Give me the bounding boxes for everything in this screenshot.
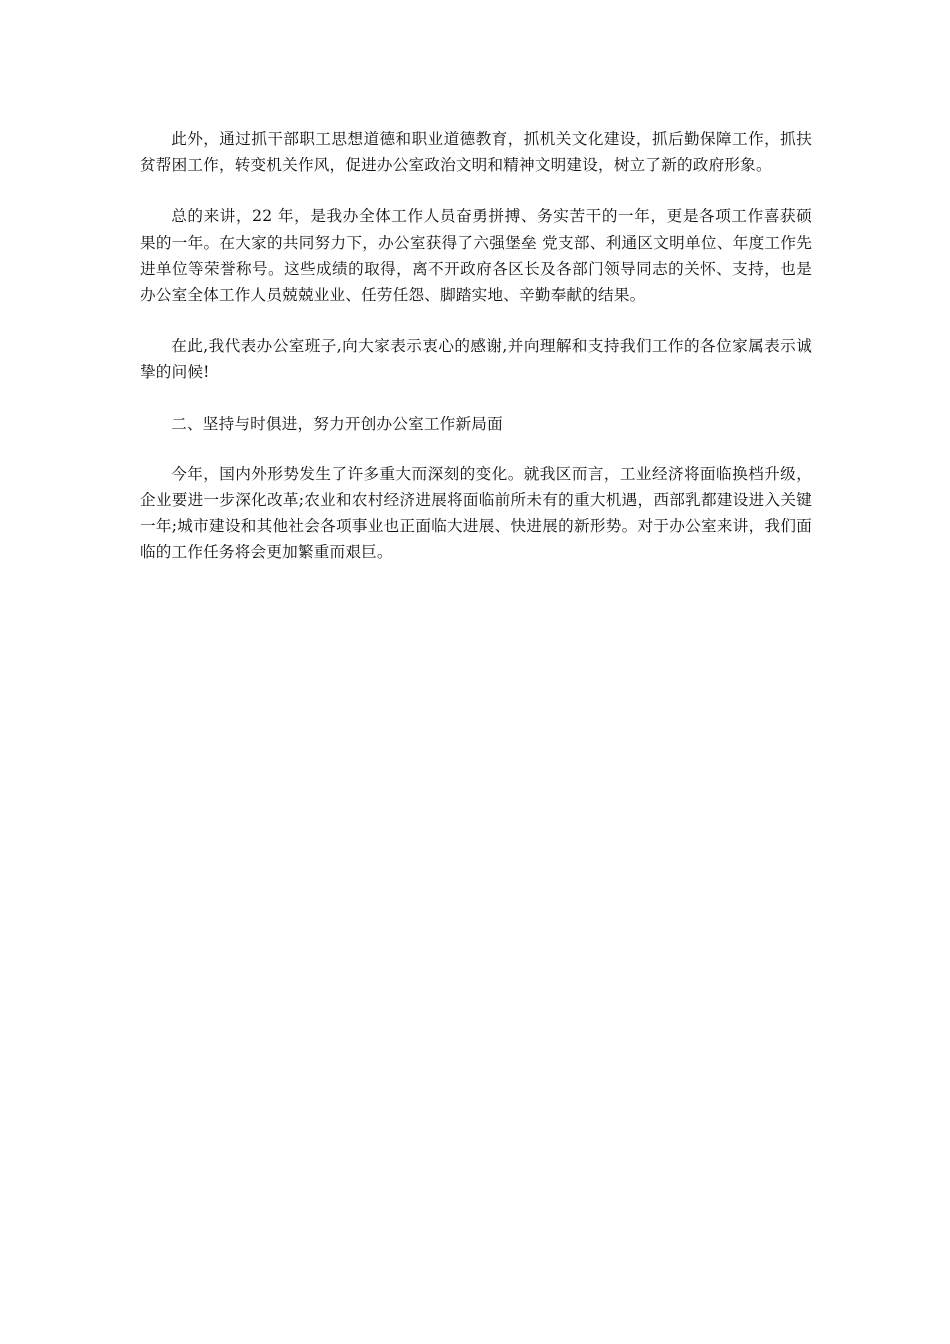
section-heading: 二、坚持与时俱进，努力开创办公室工作新局面	[171, 414, 503, 433]
document-body	[140, 126, 812, 591]
paragraph-annual-summary: 总的来讲，22 年，是我办全体工作人员奋勇拼搏、务实苦干的一年，更是各项工作喜获硕果的一年。在大家的共同努力下，办公室获得了六强堡垒 党支部、利通区文明单位、年度工作先进单位等荣誉称号。这些成绩的取得，离不开政府各区长及各部门领导同志的关怀、支持，也是办公室全体工作人员兢兢业业、任劳任怨、脚踏实地、辛勤奉献的结果。	[140, 207, 812, 305]
paragraph-thanks: 在此,我代表办公室班子,向大家表示衷心的感谢,并向理解和支持我们工作的各位家属表示诚挚的问候!	[140, 337, 812, 382]
paragraph-work-style: 此外，通过抓干部职工思想道德和职业道德教育，抓机关文化建设，抓后勤保障工作，抓扶贫帮困工作，转变机关作风，促进办公室政治文明和精神文明建设，树立了新的政府形象。	[140, 130, 812, 175]
paragraph-current-situation: 今年，国内外形势发生了许多重大而深刻的变化。就我区而言，工业经济将面临换档升级，企业要进一步深化改革;农业和农村经济进展将面临前所未有的重大机遇，西部乳都建设进入关键一年;城市建设和其他社会各项事业也正面临大进展、快进展的新形势。对于办公室来讲，我们面临的工作任务将会更加繁重而艰巨。	[140, 464, 812, 562]
